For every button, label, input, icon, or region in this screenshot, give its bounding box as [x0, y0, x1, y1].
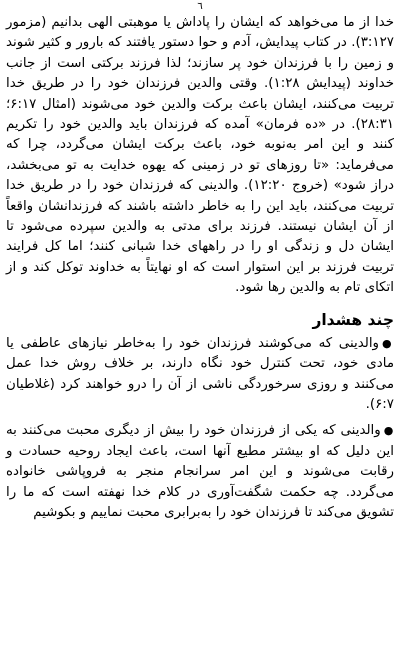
page-number: ٦ [197, 1, 203, 12]
bullet-item-2-text: والدینی که یکی از فرزندان خود را بیش از دیگری محبت می‌کنند به این دلیل که او بیشتر مطیع آنها است، باعث ایجاد روحیه حسادت و رقابت می‌شوند و این امر سرانجام منجر به فروپاشی خانواده می‌گردد. چه حکمت شگفت‌آوری در کلام خدا نهفته است که ما را تشویق می‌کند تا فرزندان خود را به‌برابری محبت نماییم و بکوشیم [6, 423, 394, 520]
intro-paragraph: خدا از ما می‌خواهد که ایشان را پاداش یا موهبتی الهی بدانیم (مزمور ۳:۱۲۷). در کتاب پیدایش، آدم و حوا دستور یافتند که بارور و کثیر شوند و زمین را با فرزندان خود پر سازند؛ لذا فرزند برکتی است از جانب خداوند (پیدایش ۱:۲۸). وقتی والدین فرزندان خود را در طریق خدا تربیت می‌کنند، ایشان باعث برکت والدین خود می‌شوند (امثال ۶:۱۷؛ ۲۸:۳۱). در «ده فرمان» آمده که فرزندان باید والدین خود را تکریم کنند و این امر به‌نوبه خود، باعث برکت ایشان می‌گردد، چرا که می‌فرماید: «تا روزهای تو در زمینی که یهوه خدایت به تو می‌بخشد، دراز شود» (خروج ۱۲:۲۰). والدینی که فرزندان خود را در طریق خدا تربیت می‌کنند، باید این را به خاطر داشته باشند که فرزندانشان واقعاً از آن ایشان نیستند. فرزند برای مدتی به والدین سپرده می‌شود تا ایشان دل و زندگی او را در راههای خدا شبانی کنند؛ اما کل فرایند تربیت فرزند بر این استوار است که او نهایتاً به خداوند توکل کند و از اتکای تام به والدین رها شود. [6, 15, 394, 296]
bullet-item-2 [6, 421, 394, 523]
bullet-item-1-text: والدینی که می‌کوشند فرزندان خود را به‌خاطر نیازهای عاطفی یا مادی خود، تحت کنترل خود نگاه دارند، بر خلاف روش خدا عمل می‌کنند و روزی سرخوردگی ناشی از آن را درو خواهند کرد (غلاطیان ۶:۷). [6, 335, 394, 412]
bullet-item-1 [6, 334, 394, 416]
bullet-dot-icon: ● [382, 336, 394, 350]
bullet-dot-icon: ● [383, 424, 394, 438]
document-page [6, 0, 394, 650]
section-heading: چند هشدار [312, 310, 394, 329]
